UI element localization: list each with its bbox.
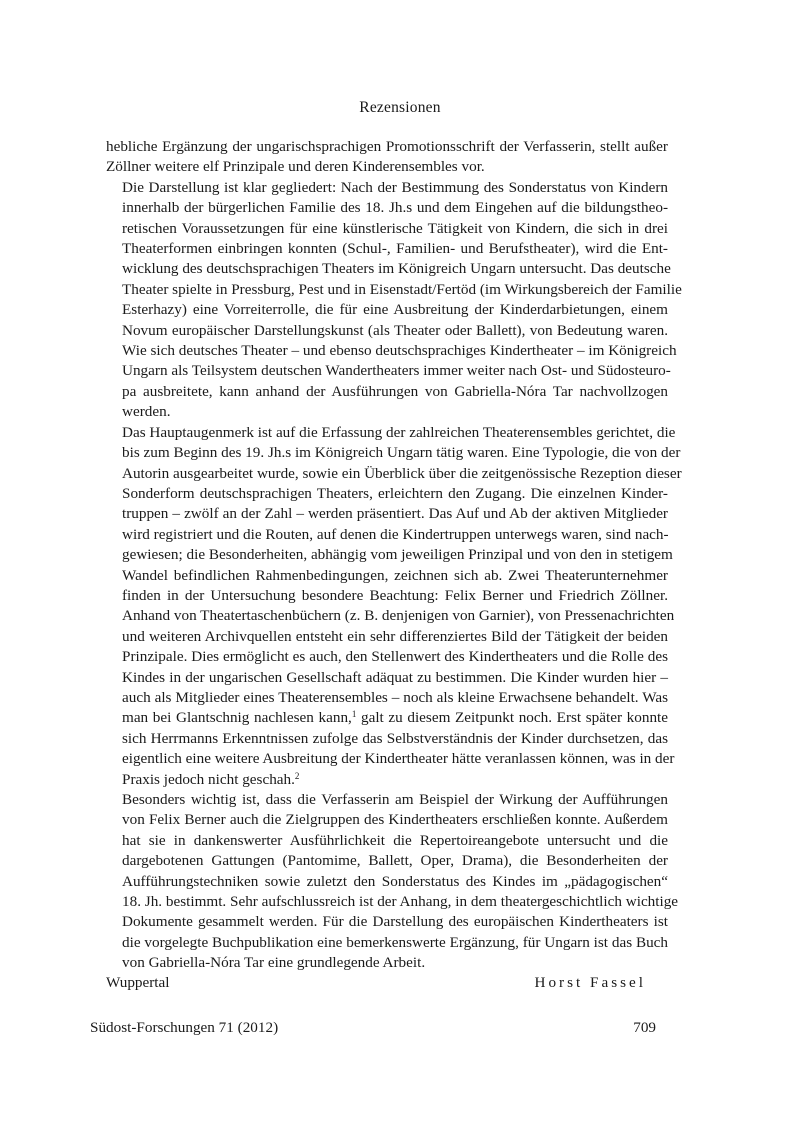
text-line: Theater spielte in Pressburg, Pest und in Eisenstadt/Fertöd (im Wirkungsbereich der Familie [122, 280, 682, 298]
text-line: Wandel befindlichen Rahmenbedingungen, zeichnen sich ab. Zwei Theaterunternehmer [122, 566, 668, 584]
text-line: die vorgelegte Buchpublikation eine bemerkenswerte Ergänzung, für Ungarn ist das Buch [122, 933, 668, 951]
text-line: gewiesen; die Besonderheiten, abhängig vom jeweiligen Prinzipal und von den in stetigem [122, 546, 673, 564]
text-line: hat sie in dankenswerter Ausführlichkeit die Repertoireangebote untersucht und die [122, 831, 668, 849]
running-head: Rezensionen [359, 99, 441, 116]
text-line: auch als Mitglieder eines Theaterensembles – noch als kleine Erwachsene behandelt. Was [122, 688, 668, 706]
text-line: Besonders wichtig ist, dass die Verfasserin am Beispiel der Wirkung der Aufführungen [122, 791, 668, 808]
footer-page-number: 709 [633, 1019, 656, 1036]
text-line: eigentlich eine weitere Ausbreitung der Kindertheater hätte veranlassen können, was in der [122, 750, 675, 768]
text-line: finden in der Untersuchung besondere Beachtung: Felix Berner und Friedrich Zöllner. [122, 586, 668, 604]
paragraph-4 [106, 790, 679, 974]
text-line: bis zum Beginn des 19. Jh.s im Königreich Ungarn tätig waren. Eine Typologie, die von der [122, 444, 681, 462]
text-line: truppen – zwölf an der Zahl – werden präsentiert. Das Auf und Ab der aktiven Mitglieder [122, 505, 668, 523]
text-line: retischen Voraussetzungen für eine künstlerische Tätigkeit von Kindern, die sich in drei [122, 219, 668, 237]
text-line: Prinzipale. Dies ermöglicht es auch, den Stellenwert des Kindertheaters und die Rolle des [122, 648, 668, 666]
text-line: Esterhazy) eine Vorreiterrolle, die für eine Ausbreitung der Kinderdarbietungen, einem [122, 301, 668, 319]
paragraph-2 [106, 178, 682, 423]
paragraph-1 [106, 137, 668, 178]
text-line: Ungarn als Teilsystem deutschen Wandertheaters immer weiter nach Ost- und Südosteuro- [122, 362, 671, 380]
text-line: Aufführungstechniken sowie zuletzt den Sonderstatus des Kindes im „pädagogischen“ [122, 872, 668, 890]
text-line: Die Darstellung ist klar gegliedert: Nach der Bestimmung des Sonderstatus von Kindern [122, 178, 668, 196]
signoff-place: Wuppertal [106, 974, 170, 991]
text-line: Autorin ausgearbeitet wurde, sowie ein Überblick über die zeitgenössische Rezeption dieser [122, 464, 682, 482]
paragraph-3 [106, 423, 682, 790]
text-line: Sonderform deutschsprachigen Theaters, erleichtern den Zugang. Die einzelnen Kinder- [122, 484, 668, 502]
text-line: Anhand von Theatertaschenbüchern (z. B. denjenigen von Garnier), von Pressenachrichten [122, 607, 675, 625]
text-line: Dokumente gesammelt werden. Für die Darstellung des europäischen Kindertheaters ist [122, 913, 668, 931]
text-line: wird registriert und die Routen, auf denen die Kindertruppen unterwegs waren, sind nach- [122, 525, 669, 543]
text-line: Theaterformen einbringen konnten (Schul-, Familien- und Berufstheater), wird die Ent- [122, 240, 668, 258]
text-line: Das Hauptaugenmerk ist auf die Erfassung der zahlreichen Theaterensembles gerichtet, die [122, 423, 676, 441]
text-line: wicklung des deutschsprachigen Theaters im Königreich Ungarn untersucht. Das deutsche [122, 260, 671, 278]
text-line: Wie sich deutsches Theater – und ebenso deutschsprachiges Kindertheater – im Königreich [122, 342, 677, 360]
text-line: pa ausbreitete, kann anhand der Ausführungen von Gabriella-Nóra Tar nachvollzogen [122, 382, 668, 400]
text-line: von Felix Berner auch die Zielgruppen des Kindertheaters erschließen konnte. Außerdem [122, 811, 668, 829]
text-line: sich Herrmanns Erkenntnissen zufolge das Selbstverständnis der Kinder durchsetzen, das [122, 729, 668, 747]
footer-journal-title: Südost-Forschungen 71 (2012) [90, 1019, 279, 1036]
text-line: Kindes in der ungarischen Gesellschaft adäquat zu bestimmen. Die Kinder wurden hier – [122, 668, 668, 686]
text-line: hebliche Ergänzung der ungarischsprachigen Promotionsschrift der Verfasserin, stellt außer [106, 138, 668, 155]
text-line: Praxis jedoch nicht geschah.$^2$ [122, 770, 300, 788]
text-line: von Gabriella-Nóra Tar eine grundlegende Arbeit. [122, 954, 426, 972]
signoff-author: Horst Fassel [534, 974, 646, 991]
review-body [106, 137, 682, 974]
text-line: innerhalb der bürgerlichen Familie des 18. Jh.s und dem Eingehen auf die bildungstheo- [122, 199, 668, 217]
footnote-marker: 1 [351, 709, 357, 720]
text-line: dargebotenen Gattungen (Pantomime, Ballett, Oper, Drama), die Besonderheiten der [122, 852, 668, 870]
text-line: 18. Jh. bestimmt. Sehr aufschlussreich ist der Anhang, in dem theatergeschichtlich wichtige [122, 893, 679, 911]
text-line: man bei Glantschnig nachlesen kann,$^1$ galt zu diesem Zeitpunkt noch. Erst später konnte [122, 709, 668, 727]
text-line: und weiteren Archivquellen entsteht ein sehr differenziertes Bild der Tätigkeit der beiden [122, 627, 668, 645]
text-line: Zöllner weitere elf Prinzipale und deren Kinderensembles vor. [106, 158, 485, 176]
footnote-marker: 2 [294, 770, 300, 781]
text-line: Novum europäischer Darstellungskunst (als Theater oder Ballett), von Bedeutung waren. [122, 321, 668, 339]
text-line: werden. [122, 403, 171, 421]
